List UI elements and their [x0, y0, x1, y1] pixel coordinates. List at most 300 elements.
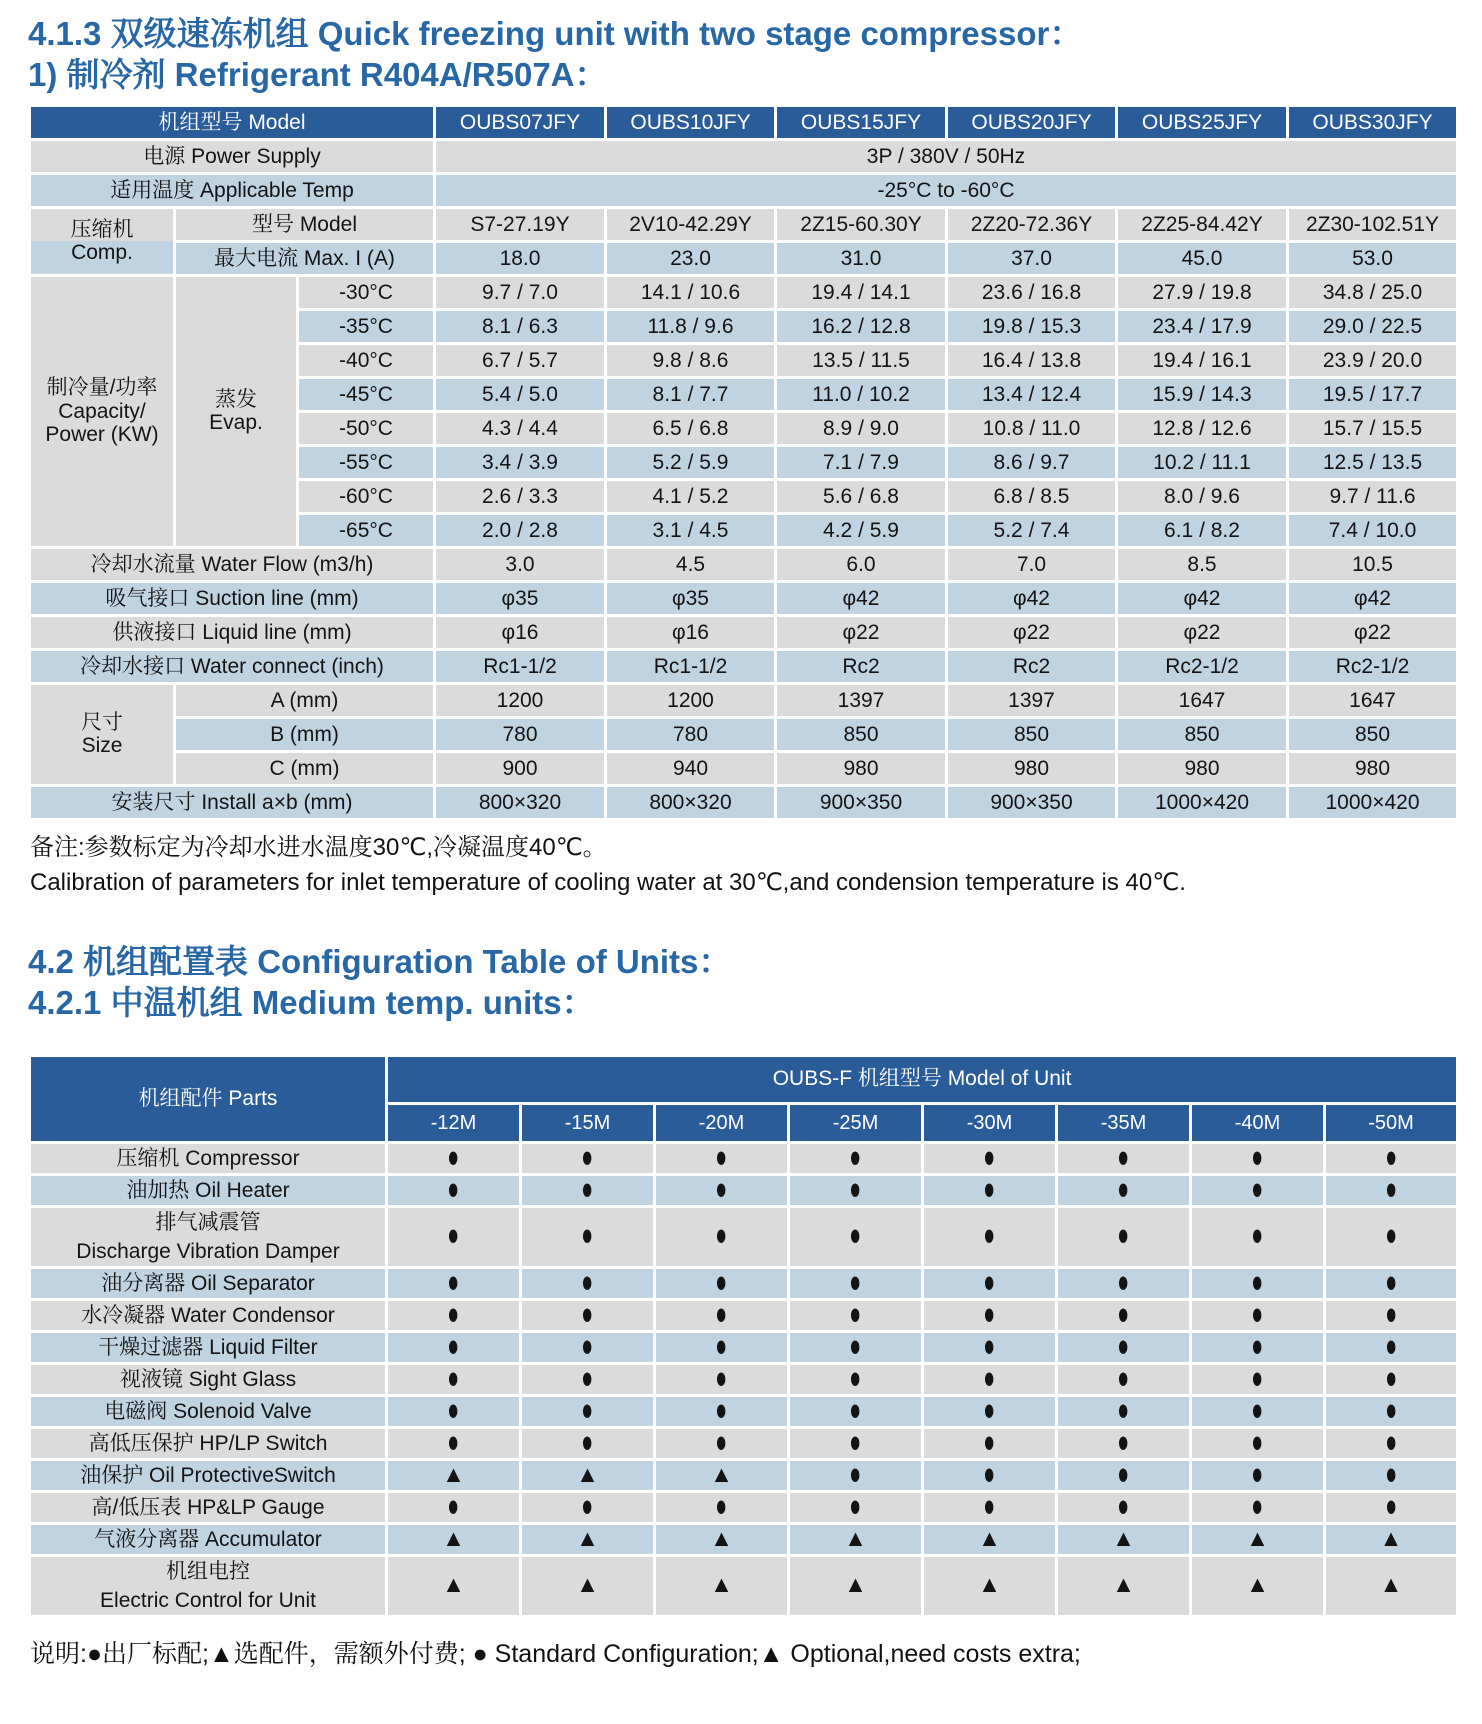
standard-config-icon: ● [1117, 1142, 1130, 1175]
config-row-5 [30, 1332, 1458, 1364]
config-cell [789, 1396, 923, 1428]
config-cell [1325, 1428, 1458, 1460]
row-spec-3 [30, 649, 1458, 683]
config-cell [387, 1175, 521, 1207]
standard-config-icon: ● [715, 1395, 728, 1428]
config-cell [1325, 1460, 1458, 1492]
install-value: 900×350 [776, 785, 947, 819]
optional-config-icon: ▲ [576, 1571, 599, 1598]
row-install [30, 785, 1458, 819]
spec-value: 4.5 [606, 547, 776, 581]
optional-config-icon: ▲ [1379, 1524, 1403, 1551]
standard-config-icon: ● [715, 1142, 728, 1175]
spec-value: 37.0 [947, 241, 1117, 275]
spec-value: φ42 [776, 581, 947, 615]
standard-config-icon: ● [983, 1427, 996, 1460]
row-compressor-0 [30, 207, 1458, 241]
config-row-3 [30, 1268, 1458, 1300]
standard-config-icon: ● [1117, 1363, 1130, 1396]
size-value: 980 [1117, 751, 1288, 785]
model-column-header: -35M [1057, 1104, 1191, 1143]
capacity-power-value: 29.0 / 22.5 [1288, 309, 1458, 343]
config-cell [521, 1492, 655, 1524]
config-cell [387, 1268, 521, 1300]
standard-config-icon: ● [983, 1174, 996, 1207]
standard-config-icon: ● [1251, 1299, 1264, 1332]
evap-temp-label: -45°C [298, 377, 435, 411]
config-cell [387, 1207, 521, 1268]
capacity-power-value: 9.7 / 7.0 [435, 275, 606, 309]
size-value: 1647 [1288, 683, 1458, 717]
standard-config-icon: ● [983, 1299, 996, 1332]
spec-value: φ22 [947, 615, 1117, 649]
config-cell [789, 1492, 923, 1524]
config-cell [789, 1556, 923, 1617]
config-cell [521, 1396, 655, 1428]
config-cell [1325, 1268, 1458, 1300]
config-cell [1191, 1524, 1325, 1556]
config-cell [789, 1268, 923, 1300]
config-row-10 [30, 1492, 1458, 1524]
applicable-temp-value: -25°C to -60°C [435, 173, 1458, 207]
part-label: 电磁阀 Solenoid Valve [30, 1396, 387, 1428]
part-label: 高低压保护 HP/LP Switch [30, 1428, 387, 1460]
config-cell [1057, 1268, 1191, 1300]
config-cell [923, 1143, 1057, 1175]
config-cell [1191, 1300, 1325, 1332]
spec-value: S7-27.19Y [435, 207, 606, 241]
row-label: 冷却水接口 Water connect (inch) [30, 649, 435, 683]
capacity-power-value: 6.5 / 6.8 [606, 411, 776, 445]
config-cell [1057, 1332, 1191, 1364]
capacity-power-value: 19.5 / 17.7 [1288, 377, 1458, 411]
part-label: 油加热 Oil Heater [30, 1175, 387, 1207]
standard-config-icon: ● [983, 1142, 996, 1175]
spec-value: φ22 [1117, 615, 1288, 649]
spec-value: 31.0 [776, 241, 947, 275]
standard-config-icon: ● [1117, 1174, 1130, 1207]
config-cell [1325, 1332, 1458, 1364]
capacity-power-value: 23.4 / 17.9 [1117, 309, 1288, 343]
standard-config-icon: ● [1117, 1218, 1130, 1254]
size-value: 850 [1288, 717, 1458, 751]
capacity-power-value: 5.6 / 6.8 [776, 479, 947, 513]
capacity-power-value: 8.6 / 9.7 [947, 445, 1117, 479]
standard-config-icon: ● [849, 1331, 862, 1364]
spec-value: 3.0 [435, 547, 606, 581]
optional-config-icon: ▲ [1112, 1571, 1135, 1598]
config-row-11 [30, 1524, 1458, 1556]
model-column-header: OUBS30JFY [1288, 105, 1458, 139]
config-cell [1191, 1364, 1325, 1396]
config-cell [789, 1524, 923, 1556]
spec-corner-header: 机组型号 Model [30, 105, 435, 139]
spec-value: Rc2 [947, 649, 1117, 683]
size-value: 850 [1117, 717, 1288, 751]
standard-config-icon: ● [849, 1142, 862, 1175]
spec-value: 7.0 [947, 547, 1117, 581]
evap-temp-label: -40°C [298, 343, 435, 377]
standard-config-icon: ● [1117, 1459, 1130, 1492]
capacity-power-value: 19.4 / 16.1 [1117, 343, 1288, 377]
config-cell [1057, 1396, 1191, 1428]
spec-value: 2V10-42.29Y [606, 207, 776, 241]
config-cell [655, 1207, 789, 1268]
capacity-power-value: 13.5 / 11.5 [776, 343, 947, 377]
config-cell [789, 1143, 923, 1175]
config-cell [923, 1175, 1057, 1207]
size-value: 1647 [1117, 683, 1288, 717]
section-title-421: 4.2.1 中温机组 Medium temp. units： [28, 984, 595, 1022]
capacity-power-value: 8.0 / 9.6 [1117, 479, 1288, 513]
config-cell [923, 1428, 1057, 1460]
size-value: 1200 [606, 683, 776, 717]
standard-config-icon: ● [447, 1491, 460, 1524]
standard-config-icon: ● [849, 1218, 862, 1254]
standard-config-icon: ● [715, 1331, 728, 1364]
standard-config-icon: ● [447, 1395, 460, 1428]
install-value: 1000×420 [1117, 785, 1288, 819]
spec-value: 53.0 [1288, 241, 1458, 275]
spec-value: φ42 [947, 581, 1117, 615]
config-cell [655, 1143, 789, 1175]
part-label: 压缩机 Compressor [30, 1143, 387, 1175]
standard-config-icon: ● [983, 1363, 996, 1396]
config-cell [521, 1207, 655, 1268]
standard-config-icon: ● [715, 1174, 728, 1207]
standard-config-icon: ● [849, 1427, 862, 1460]
config-cell [655, 1428, 789, 1460]
config-cell [923, 1396, 1057, 1428]
standard-config-icon: ● [1251, 1363, 1264, 1396]
standard-config-icon: ● [1251, 1218, 1264, 1254]
optional-config-icon: ▲ [1246, 1524, 1269, 1551]
model-column-header: -25M [789, 1104, 923, 1143]
capacity-power-value: 15.9 / 14.3 [1117, 377, 1288, 411]
model-column-header: OUBS20JFY [947, 105, 1117, 139]
config-cell [1057, 1492, 1191, 1524]
row-spec-0 [30, 547, 1458, 581]
standard-config-icon: ● [1385, 1331, 1397, 1364]
evap-temp-label: -35°C [298, 309, 435, 343]
install-value: 800×320 [435, 785, 606, 819]
spec-value: 2Z20-72.36Y [947, 207, 1117, 241]
standard-config-icon: ● [715, 1427, 728, 1460]
config-cell [655, 1492, 789, 1524]
standard-config-icon: ● [715, 1267, 728, 1300]
row-label: B (mm) [175, 717, 435, 751]
row-label: C (mm) [175, 751, 435, 785]
config-row-12 [30, 1556, 1458, 1617]
config-cell [923, 1332, 1057, 1364]
config-cell [521, 1300, 655, 1332]
capacity-power-value: 23.6 / 16.8 [947, 275, 1117, 309]
standard-config-icon: ● [447, 1174, 460, 1207]
config-cell [521, 1428, 655, 1460]
evap-temp-label: -50°C [298, 411, 435, 445]
standard-config-icon: ● [849, 1299, 862, 1332]
capacity-power-value: 4.3 / 4.4 [435, 411, 606, 445]
capacity-power-value: 12.5 / 13.5 [1288, 445, 1458, 479]
spec-value: φ16 [435, 615, 606, 649]
standard-config-icon: ● [1117, 1331, 1130, 1364]
model-column-header: -15M [521, 1104, 655, 1143]
config-cell [1057, 1428, 1191, 1460]
optional-config-icon: ▲ [442, 1571, 465, 1598]
config-cell [1057, 1207, 1191, 1268]
capacity-power-value: 6.7 / 5.7 [435, 343, 606, 377]
config-cell [1325, 1396, 1458, 1428]
standard-config-icon: ● [1385, 1299, 1397, 1332]
standard-config-icon: ● [715, 1491, 728, 1524]
standard-config-icon: ● [1385, 1491, 1397, 1524]
config-cell [1191, 1428, 1325, 1460]
spec-value: 2Z25-84.42Y [1117, 207, 1288, 241]
spec-value: Rc1-1/2 [606, 649, 776, 683]
standard-config-icon: ● [1385, 1174, 1397, 1207]
config-row-8 [30, 1428, 1458, 1460]
optional-config-icon: ▲ [844, 1571, 867, 1598]
capacity-power-value: 2.0 / 2.8 [435, 513, 606, 547]
capacity-power-value: 16.2 / 12.8 [776, 309, 947, 343]
size-value: 980 [947, 751, 1117, 785]
config-row-7 [30, 1396, 1458, 1428]
model-column-header: -40M [1191, 1104, 1325, 1143]
row-applicable-temp [30, 173, 1458, 207]
config-cell [521, 1332, 655, 1364]
config-cell [923, 1364, 1057, 1396]
config-cell [1191, 1175, 1325, 1207]
group-label-compressor: 压缩机 Comp. [30, 207, 175, 275]
spec-value: Rc1-1/2 [435, 649, 606, 683]
optional-config-icon: ▲ [1246, 1571, 1269, 1598]
optional-config-icon: ▲ [844, 1524, 867, 1551]
standard-config-icon: ● [1251, 1491, 1264, 1524]
standard-config-icon: ● [447, 1218, 460, 1254]
standard-config-icon: ● [581, 1427, 594, 1460]
standard-config-icon: ● [581, 1331, 594, 1364]
size-value: 780 [606, 717, 776, 751]
config-cell [1325, 1143, 1458, 1175]
config-cell [1191, 1396, 1325, 1428]
standard-config-icon: ● [715, 1218, 728, 1254]
standard-config-icon: ● [983, 1459, 996, 1492]
config-cell [789, 1207, 923, 1268]
standard-config-icon: ● [1251, 1427, 1264, 1460]
evap-temp-label: -55°C [298, 445, 435, 479]
part-label: 视液镜 Sight Glass [30, 1364, 387, 1396]
row-size-1 [30, 717, 1458, 751]
standard-config-icon: ● [581, 1395, 594, 1428]
capacity-power-value: 8.1 / 6.3 [435, 309, 606, 343]
note-en: Calibration of parameters for inlet temperature of cooling water at 30℃,and condension temperature is 40℃. [30, 868, 1186, 896]
row-label: 电源 Power Supply [30, 139, 435, 173]
config-cell [789, 1364, 923, 1396]
config-cell [1191, 1460, 1325, 1492]
spec-value: 18.0 [435, 241, 606, 275]
model-column-header: -30M [923, 1104, 1057, 1143]
optional-config-icon: ▲ [1379, 1571, 1403, 1598]
spec-table-wrapper [28, 104, 1456, 821]
config-cell [1325, 1175, 1458, 1207]
row-label: A (mm) [175, 683, 435, 717]
config-cell [1057, 1556, 1191, 1617]
config-cell [387, 1332, 521, 1364]
capacity-power-value: 14.1 / 10.6 [606, 275, 776, 309]
standard-config-icon: ● [849, 1395, 862, 1428]
standard-config-icon: ● [1251, 1267, 1264, 1300]
standard-config-icon: ● [715, 1363, 728, 1396]
note-zh: 备注:参数标定为冷却水进水温度30℃,冷凝温度40℃。 [30, 833, 607, 861]
standard-config-icon: ● [1385, 1459, 1397, 1492]
config-cell [655, 1300, 789, 1332]
subtitle-refrigerant: 1) 制冷剂 Refrigerant R404A/R507A： [28, 55, 608, 93]
config-cell [923, 1268, 1057, 1300]
config-row-0 [30, 1143, 1458, 1175]
standard-config-icon: ● [1251, 1174, 1264, 1207]
evap-temp-label: -65°C [298, 513, 435, 547]
config-cell [655, 1396, 789, 1428]
row-label: 适用温度 Applicable Temp [30, 173, 435, 207]
standard-config-icon: ● [447, 1299, 460, 1332]
row-spec-2 [30, 615, 1458, 649]
config-cell [923, 1207, 1057, 1268]
optional-config-icon: ▲ [576, 1460, 599, 1487]
capacity-power-value: 5.4 / 5.0 [435, 377, 606, 411]
group-label-size: 尺寸 Size [30, 683, 175, 785]
row-capacity-0 [30, 275, 1458, 309]
row-label: 型号 Model [175, 207, 435, 241]
part-label: 排气减震管 Discharge Vibration Damper [30, 1207, 387, 1268]
capacity-power-value: 4.2 / 5.9 [776, 513, 947, 547]
config-cell [1325, 1492, 1458, 1524]
config-cell [521, 1268, 655, 1300]
capacity-power-value: 3.1 / 4.5 [606, 513, 776, 547]
standard-config-icon: ● [581, 1491, 594, 1524]
optional-config-icon: ▲ [1112, 1524, 1135, 1551]
spec-value: φ35 [435, 581, 606, 615]
capacity-power-value: 9.7 / 11.6 [1288, 479, 1458, 513]
install-value: 900×350 [947, 785, 1117, 819]
model-of-unit-header: OUBS-F 机组型号 Model of Unit [387, 1056, 1458, 1104]
row-label: 最大电流 Max. I (A) [175, 241, 435, 275]
capacity-power-value: 12.8 / 12.6 [1117, 411, 1288, 445]
standard-config-icon: ● [581, 1218, 594, 1254]
standard-config-icon: ● [1385, 1267, 1397, 1300]
config-cell [655, 1332, 789, 1364]
part-label: 油保护 Oil ProtectiveSwitch [30, 1460, 387, 1492]
row-label: 安装尺寸 Install a×b (mm) [30, 785, 435, 819]
config-cell [387, 1428, 521, 1460]
config-cell [521, 1460, 655, 1492]
config-cell [1191, 1332, 1325, 1364]
standard-config-icon: ● [1117, 1395, 1130, 1428]
capacity-power-value: 7.4 / 10.0 [1288, 513, 1458, 547]
standard-config-icon: ● [715, 1299, 728, 1332]
config-cell [789, 1332, 923, 1364]
row-label: 冷却水流量 Water Flow (m3/h) [30, 547, 435, 581]
capacity-power-value: 4.1 / 5.2 [606, 479, 776, 513]
model-column-header: -12M [387, 1104, 521, 1143]
standard-config-icon: ● [849, 1363, 862, 1396]
config-cell [789, 1460, 923, 1492]
standard-config-icon: ● [983, 1491, 996, 1524]
standard-config-icon: ● [581, 1267, 594, 1300]
standard-config-icon: ● [447, 1331, 460, 1364]
section-title-42: 4.2 机组配置表 Configuration Table of Units： [28, 943, 732, 981]
capacity-power-value: 3.4 / 3.9 [435, 445, 606, 479]
row-compressor-1 [30, 241, 1458, 275]
optional-config-icon: ▲ [710, 1571, 733, 1598]
capacity-power-value: 19.8 / 15.3 [947, 309, 1117, 343]
model-column-header: OUBS10JFY [606, 105, 776, 139]
spec-value: 8.5 [1117, 547, 1288, 581]
config-cell [1057, 1524, 1191, 1556]
standard-config-icon: ● [983, 1331, 996, 1364]
standard-config-icon: ● [1117, 1491, 1130, 1524]
size-value: 1397 [947, 683, 1117, 717]
capacity-power-value: 10.8 / 11.0 [947, 411, 1117, 445]
standard-config-icon: ● [849, 1459, 862, 1492]
standard-config-icon: ● [849, 1491, 862, 1524]
footnote [30, 833, 1456, 898]
config-cell [655, 1364, 789, 1396]
optional-config-icon: ▲ [576, 1524, 599, 1551]
part-label: 干燥过滤器 Liquid Filter [30, 1332, 387, 1364]
spec-header-row [30, 105, 1458, 139]
group-label-capacity-power: 制冷量/功率 Capacity/ Power (KW) [30, 275, 175, 547]
config-cell [655, 1460, 789, 1492]
size-value: 850 [947, 717, 1117, 751]
config-cell [521, 1556, 655, 1617]
config-cell [387, 1364, 521, 1396]
config-table-wrapper [28, 1054, 1456, 1618]
config-cell [1057, 1175, 1191, 1207]
standard-config-icon: ● [581, 1174, 594, 1207]
legend-note: 说明:●出厂标配;▲选配件，需额外付费; ● Standard Configuration;▲ Optional,need costs extra; [30, 1640, 1081, 1669]
optional-config-icon: ▲ [978, 1571, 1001, 1598]
config-cell [655, 1524, 789, 1556]
config-cell [1057, 1460, 1191, 1492]
standard-config-icon: ● [447, 1427, 460, 1460]
config-row-4 [30, 1300, 1458, 1332]
config-cell [521, 1524, 655, 1556]
optional-config-icon: ▲ [978, 1524, 1001, 1551]
spec-value: 2Z15-60.30Y [776, 207, 947, 241]
config-cell [789, 1428, 923, 1460]
spec-value: 23.0 [606, 241, 776, 275]
capacity-power-value: 15.7 / 15.5 [1288, 411, 1458, 445]
standard-config-icon: ● [1117, 1299, 1130, 1332]
standard-config-icon: ● [447, 1363, 460, 1396]
size-value: 1397 [776, 683, 947, 717]
row-power-supply [30, 139, 1458, 173]
config-cell [1325, 1524, 1458, 1556]
capacity-power-value: 9.8 / 8.6 [606, 343, 776, 377]
optional-config-icon: ▲ [442, 1524, 465, 1551]
install-value: 800×320 [606, 785, 776, 819]
capacity-power-value: 10.2 / 11.1 [1117, 445, 1288, 479]
optional-config-icon: ▲ [710, 1524, 733, 1551]
config-cell [521, 1364, 655, 1396]
size-value: 780 [435, 717, 606, 751]
spec-value: 10.5 [1288, 547, 1458, 581]
config-cell [1191, 1492, 1325, 1524]
capacity-power-value: 27.9 / 19.8 [1117, 275, 1288, 309]
model-column-header: OUBS15JFY [776, 105, 947, 139]
size-value: 900 [435, 751, 606, 785]
standard-config-icon: ● [1385, 1427, 1397, 1460]
